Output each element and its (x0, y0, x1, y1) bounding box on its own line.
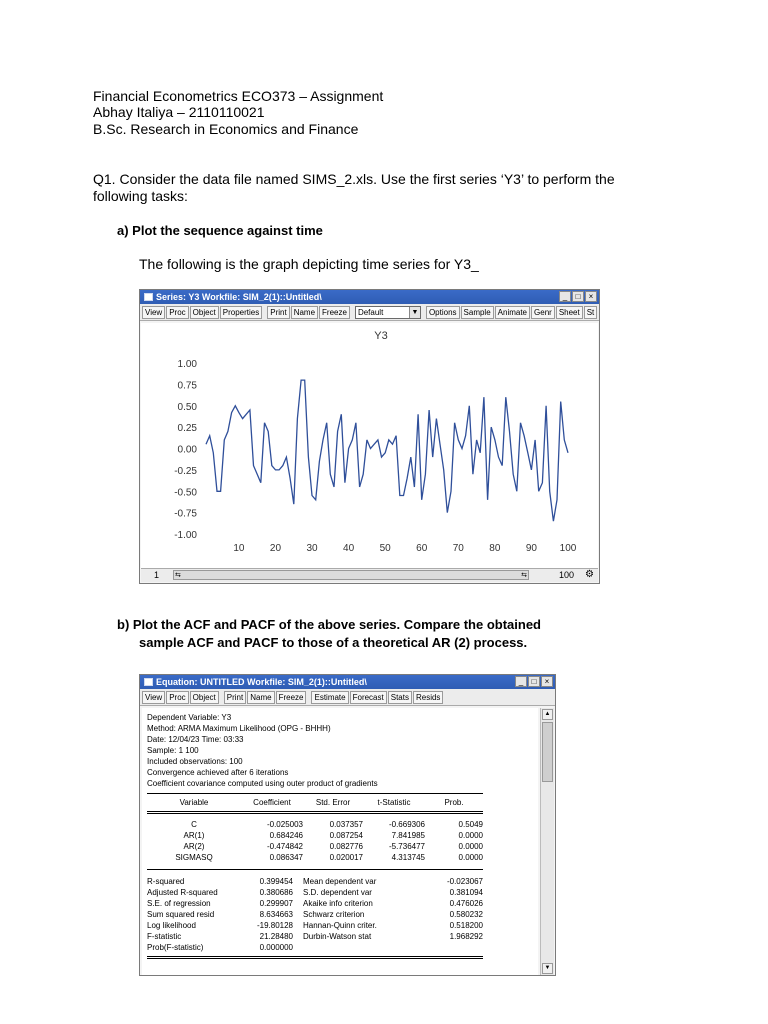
view-button[interactable]: View (142, 306, 165, 319)
equation-window-title: Equation: UNTITLED Workfile: SIM_2(1)::Untitled\ (156, 677, 367, 687)
cell: 0.087254 (329, 831, 363, 840)
col-header: Prob. (444, 798, 464, 807)
table-row (147, 898, 483, 909)
x-tick-label: 80 (489, 543, 501, 554)
series-window-title: Series: Y3 Workfile: SIM_2(1)::Untitled\ (156, 292, 322, 302)
cell: Log likelihood (147, 921, 196, 930)
x-tick-label: 20 (269, 543, 282, 554)
info-line: Sample: 1 100 (147, 746, 199, 755)
cell: -5.736477 (388, 842, 425, 851)
cell: -0.023067 (446, 877, 483, 886)
part-b-heading-line2: sample ACF and PACF to those of a theoretical AR (2) process. (139, 635, 528, 650)
table-row (147, 909, 483, 920)
series-icon (144, 293, 153, 301)
minimize-button[interactable]: _ (515, 676, 527, 687)
vertical-scrollbar[interactable] (540, 708, 554, 975)
options-button[interactable]: Options (426, 306, 460, 319)
print-button[interactable]: Print (267, 306, 289, 319)
name-button[interactable]: Name (247, 691, 274, 704)
doc-header-student: Abhay Italiya – 2110110021 (93, 104, 265, 120)
scroll-thumb[interactable] (542, 722, 553, 782)
cell: Prob(F-statistic) (147, 943, 204, 952)
cell: SIGMASQ (175, 853, 213, 862)
x-tick-label: 10 (233, 543, 245, 554)
table-row (147, 876, 483, 887)
minimize-button[interactable]: _ (559, 291, 571, 302)
cell: 0.580232 (449, 910, 483, 919)
view-button[interactable]: View (142, 691, 165, 704)
cell: -19.80128 (256, 921, 293, 930)
q1-text-line2: following tasks: (93, 188, 188, 204)
y-tick-label: -1.00 (174, 530, 197, 541)
proc-button[interactable]: Proc (166, 691, 188, 704)
table-row (147, 920, 483, 931)
cell (297, 942, 417, 953)
cell: Akaike info criterion (303, 899, 373, 908)
table-row (147, 887, 483, 898)
cell: 8.634663 (259, 910, 293, 919)
coefficient-rows (147, 819, 483, 863)
x-tick-label: 70 (452, 543, 464, 554)
col-header: Variable (179, 798, 209, 807)
y-tick-label: -0.50 (174, 487, 197, 499)
forecast-button[interactable]: Forecast (350, 691, 387, 704)
divider (147, 793, 483, 794)
table-header-row (147, 797, 483, 808)
y-tick-label: 0.75 (177, 380, 197, 392)
summary-stats-table (147, 876, 483, 953)
scroll-up-icon[interactable]: ▲ (542, 709, 553, 720)
freeze-button[interactable]: Freeze (319, 306, 350, 319)
doc-header-program: B.Sc. Research in Economics and Finance (93, 121, 359, 137)
x-tick-label: 30 (306, 543, 318, 554)
y-tick-label: -0.25 (174, 465, 197, 477)
x-tick-label: 100 (559, 543, 577, 554)
animate-button[interactable]: Animate (495, 306, 530, 319)
cell: 0.380686 (259, 888, 293, 897)
cell: 0.037357 (329, 820, 363, 829)
chevron-down-icon: ▼ (409, 307, 420, 318)
table-row (147, 830, 483, 841)
cell: R-squared (147, 877, 185, 886)
cell: 0.5049 (458, 820, 483, 829)
cell: 1.968292 (449, 932, 483, 941)
cell: 0.082776 (329, 842, 363, 851)
cell: 7.841985 (391, 831, 425, 840)
series-window-titlebar[interactable] (140, 290, 599, 304)
freeze-button[interactable]: Freeze (276, 691, 307, 704)
x-tick-label: 90 (525, 543, 537, 554)
close-button[interactable]: × (585, 291, 597, 302)
name-button[interactable]: Name (291, 306, 318, 319)
cell: S.E. of regression (147, 899, 211, 908)
info-line: Included observations: 100 (147, 757, 243, 766)
divider (147, 811, 483, 814)
part-b-heading-line1: b) Plot the ACF and PACF of the above series. Compare the obtained (117, 617, 541, 632)
coefficient-table (147, 797, 483, 808)
y-tick-label: 0.25 (177, 423, 197, 435)
cell: 0.0000 (458, 842, 483, 851)
cell: 0.684246 (269, 831, 303, 840)
cell: 0.399454 (259, 877, 293, 886)
cell: Adjusted R-squared (147, 888, 218, 897)
y-tick-label: 0.00 (177, 444, 197, 456)
col-header: Std. Error (315, 798, 351, 807)
x-tick-label: 60 (416, 543, 428, 554)
horizontal-scrollbar[interactable] (173, 570, 529, 580)
cell: Durbin-Watson stat (303, 932, 372, 941)
object-button[interactable]: Object (190, 306, 219, 319)
divider (147, 956, 483, 959)
col-header: t-Statistic (377, 798, 411, 807)
chart-area (141, 323, 598, 571)
cell: C (191, 820, 197, 829)
table-row (147, 852, 483, 863)
cell: F-statistic (147, 932, 182, 941)
stats-button[interactable]: Stats (388, 691, 412, 704)
properties-button[interactable]: Properties (220, 306, 262, 319)
table-row (147, 931, 483, 942)
graph-type-select[interactable] (355, 306, 421, 319)
part-a-text: The following is the graph depicting time series for Y3_ (139, 256, 479, 272)
cell: 0.0000 (458, 831, 483, 840)
proc-button[interactable]: Proc (166, 306, 188, 319)
table-row (147, 942, 483, 953)
stats-button[interactable]: St (584, 306, 598, 319)
cell: Mean dependent var (303, 877, 377, 886)
cell: 0.020017 (329, 853, 363, 862)
cell: Schwarz criterion (303, 910, 365, 919)
series-statusbar (141, 568, 598, 582)
print-button[interactable]: Print (224, 691, 246, 704)
cell: 21.28480 (259, 932, 293, 941)
equation-output (142, 708, 538, 975)
table-row (147, 819, 483, 830)
cell: Sum squared resid (147, 910, 215, 919)
cell: 0.086347 (269, 853, 303, 862)
equation-toolbar (140, 689, 555, 706)
info-line: Method: ARMA Maximum Likelihood (OPG - BHHH) (147, 724, 331, 733)
cell: 0.381094 (449, 888, 483, 897)
object-button[interactable]: Object (190, 691, 219, 704)
graph-type-value: Default (357, 307, 384, 317)
cell: -0.669306 (388, 820, 425, 829)
maximize-button[interactable]: □ (572, 291, 584, 302)
sample-button[interactable]: Sample (461, 306, 494, 319)
y-tick-label: -0.75 (174, 508, 197, 520)
y3-line-chart (141, 323, 598, 571)
estimate-button[interactable]: Estimate (311, 691, 348, 704)
cell: S.D. dependent var (303, 888, 372, 897)
part-a-heading: a) Plot the sequence against time (117, 223, 323, 238)
x-tick-label: 50 (379, 543, 391, 554)
y-tick-label: 1.00 (177, 359, 197, 370)
y-tick-label: 0.50 (177, 401, 197, 413)
genr-button[interactable]: Genr (531, 306, 555, 319)
cell: AR(1) (183, 831, 205, 840)
x-tick-label: 40 (343, 543, 355, 554)
q1-text-line1: Q1. Consider the data file named SIMS_2.xls. Use the first series ‘Y3’ to perform the (93, 171, 615, 187)
cell: 4.313745 (391, 853, 425, 862)
equation-window (139, 674, 556, 976)
status-end-obs: 100 (559, 570, 575, 580)
doc-header-course: Financial Econometrics ECO373 – Assignment (93, 88, 384, 104)
info-line: Date: 12/04/23 Time: 03:33 (147, 735, 244, 744)
maximize-button[interactable]: □ (528, 676, 540, 687)
series-toolbar (140, 304, 599, 321)
cell (417, 942, 483, 953)
info-line: Convergence achieved after 6 iterations (147, 768, 289, 777)
cell: -0.474842 (266, 842, 303, 851)
cell: Hannan-Quinn criter. (303, 921, 377, 930)
equation-icon (144, 678, 153, 686)
cell: -0.025003 (266, 820, 303, 829)
chart-title: Y3 (374, 330, 388, 342)
scroll-left-icon: ⇆ (175, 572, 181, 579)
divider (147, 869, 483, 870)
y3-series-line (206, 380, 568, 521)
gear-icon[interactable]: ⚙ (585, 569, 594, 580)
cell: 0.518200 (449, 921, 483, 930)
series-window (139, 289, 600, 584)
equation-window-titlebar[interactable] (140, 675, 555, 689)
col-header: Coefficient (253, 798, 291, 807)
scroll-down-icon[interactable]: ▼ (542, 963, 553, 974)
resids-button[interactable]: Resids (413, 691, 443, 704)
info-line: Dependent Variable: Y3 (147, 713, 232, 722)
cell: 0.476026 (449, 899, 483, 908)
table-row (147, 841, 483, 852)
info-line: Coefficient covariance computed using outer product of gradients (147, 779, 378, 788)
cell: AR(2) (183, 842, 205, 851)
status-start-obs: 1 (154, 570, 160, 580)
cell: 0.0000 (458, 853, 483, 862)
scroll-right-icon: ⇆ (521, 572, 527, 579)
cell: 0.000000 (259, 943, 293, 952)
close-button[interactable]: × (541, 676, 553, 687)
sheet-button[interactable]: Sheet (556, 306, 583, 319)
cell: 0.299907 (259, 899, 293, 908)
